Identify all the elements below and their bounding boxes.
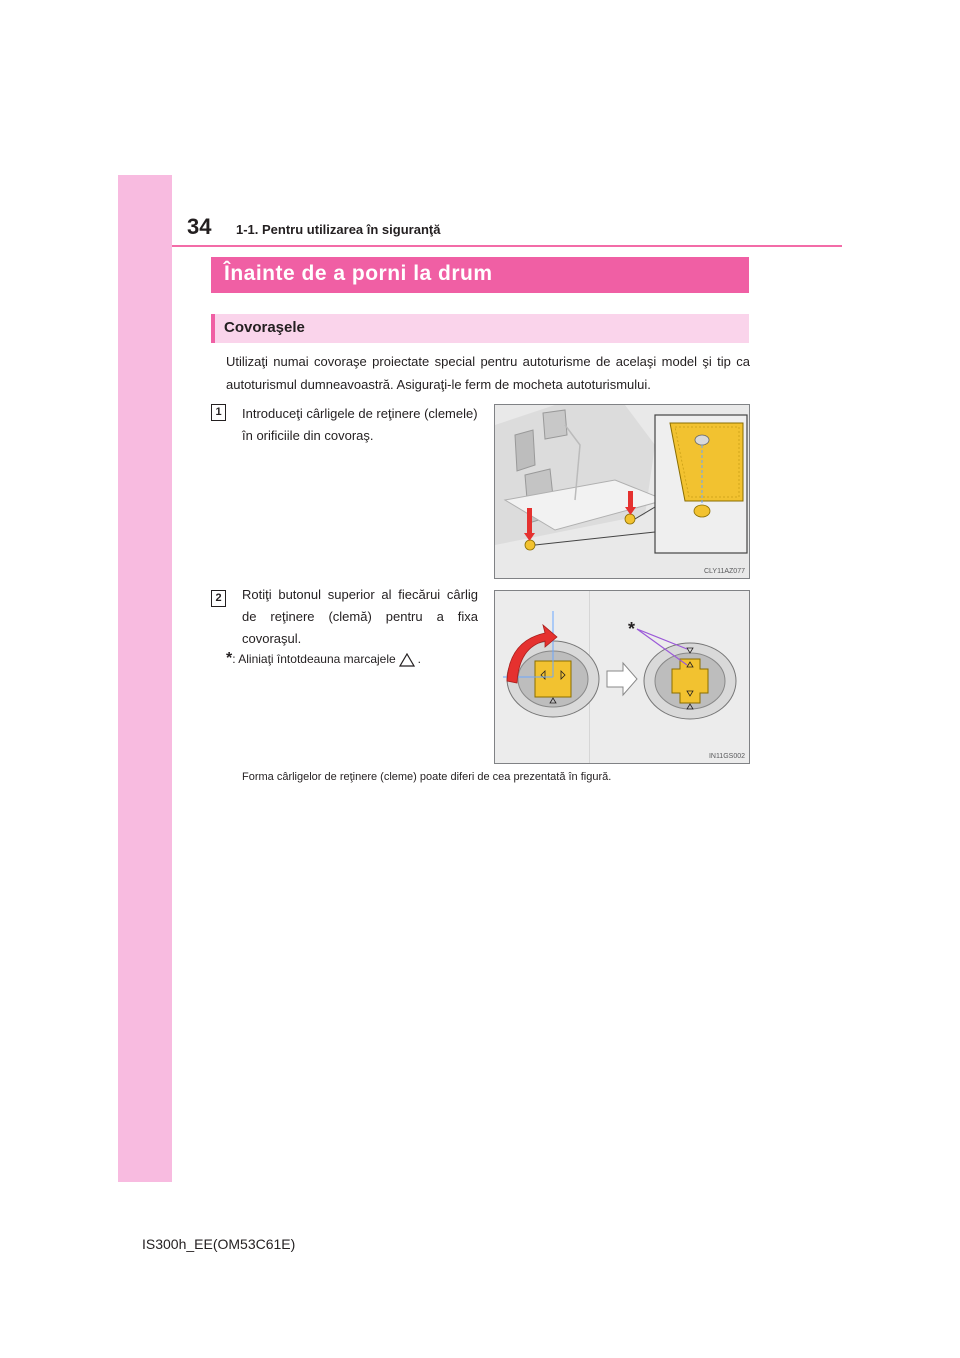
figure-clip-rotation xyxy=(494,590,750,764)
figure-floor-mat-clips xyxy=(494,404,750,579)
header-rule xyxy=(172,245,842,247)
intro-paragraph: Utilizaţi numai covoraşe proiectate special pentru autoturisme de acelaşi model şi tip ca autoturismul dumneavoastră. Asiguraţi-le ferm de mocheta autoturismului. xyxy=(226,354,750,392)
figure-callout-asterisk: * xyxy=(628,619,636,639)
floor-mat-illustration xyxy=(495,405,749,578)
step-1-number: 1 xyxy=(211,404,226,421)
figure-1-code: CLY11AZ077 xyxy=(704,568,745,575)
note-line xyxy=(226,651,421,667)
figure-2-code: IN11GS002 xyxy=(708,753,745,760)
triangle-mark-icon xyxy=(399,653,415,667)
clip-rotation-illustration xyxy=(495,591,749,763)
section-header: 1-1. Pentru utilizarea în siguranţă xyxy=(236,222,441,237)
page-title-band xyxy=(211,257,749,293)
step-1-text: Introduceţi cârligele de reţinere (clemele) în orificiile din covoraş. xyxy=(242,406,478,443)
note-asterisk: * xyxy=(226,650,233,667)
figure-caption: Forma cârligelor de reţinere (cleme) poate diferi de cea prezentată în figură. xyxy=(242,771,612,783)
side-tab-strip xyxy=(118,175,172,1182)
page-number: 34 xyxy=(187,214,212,239)
step-2-number: 2 xyxy=(211,590,226,607)
subtitle-marker xyxy=(211,314,215,343)
note-text-end: . xyxy=(417,652,422,666)
note-text: : Aliniaţi întotdeauna marcajele xyxy=(232,652,396,666)
step-2-text: Rotiţi butonul superior al fiecărui cârlig de reţinere (clemă) pentru a fixa covoraşul. xyxy=(242,587,478,646)
subtitle: Covoraşele xyxy=(224,319,305,336)
page-title: Înainte de a porni la drum xyxy=(224,262,493,285)
footer-model-code: IS300h_EE(OM53C61E) xyxy=(142,1236,296,1252)
subtitle-band xyxy=(211,314,749,343)
